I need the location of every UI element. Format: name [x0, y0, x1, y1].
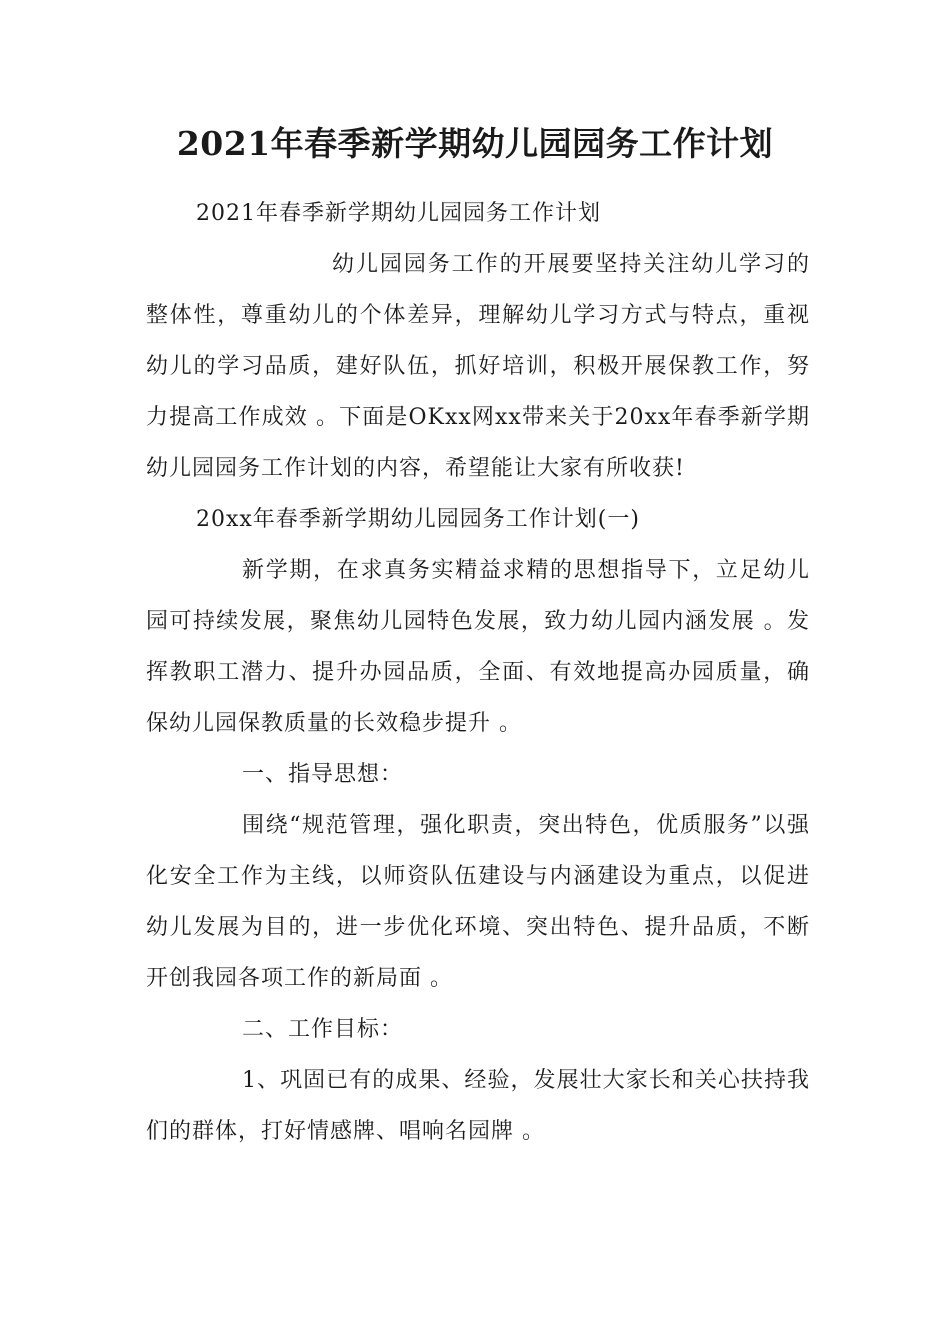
section-title: 20xx年春季新学期幼儿园园务工作计划(一)	[196, 507, 640, 532]
heading-guiding-ideology: 一、指导思想：	[242, 762, 404, 787]
document-title: 2021年春季新学期幼儿园园务工作计划	[176, 124, 774, 163]
body-paragraph-3: 1、巩固已有的成果、经验，发展壮大家长和关心扶持我们的群体，打好情感牌、唱响名园牌 。	[146, 1068, 810, 1144]
intro-paragraph: 幼儿园园务工作的开展要坚持关注幼儿学习的整体性，尊重幼儿的个体差异，理解幼儿学习方式与特点，重视幼儿的学习品质，建好队伍，抓好培训，积极开展保教工作，努力提高工作成效 。下面是OKxx网xx带来关于20xx年春季新学期幼儿园园务工作计划的内容，希望能让大家有所收获!	[146, 252, 810, 481]
document-subtitle: 2021年春季新学期幼儿园园务工作计划	[196, 201, 601, 226]
body-paragraph-1: 新学期，在求真务实精益求精的思想指导下，立足幼儿园可持续发展，聚焦幼儿园特色发展，致力幼儿园内涵发展 。发挥教职工潜力、提升办园品质，全面、有效地提高办园质量，确保幼儿园保教质量的长效稳步提升 。	[146, 558, 810, 736]
heading-work-goals: 二、工作目标：	[242, 1017, 404, 1042]
document-body	[146, 188, 810, 1157]
body-paragraph-2: 围绕“规范管理，强化职责，突出特色，优质服务”以强化安全工作为主线，以师资队伍建设与内涵建设为重点，以促进幼儿发展为目的，进一步优化环境、突出特色、提升品质，不断开创我园各项工作的新局面 。	[146, 813, 810, 991]
